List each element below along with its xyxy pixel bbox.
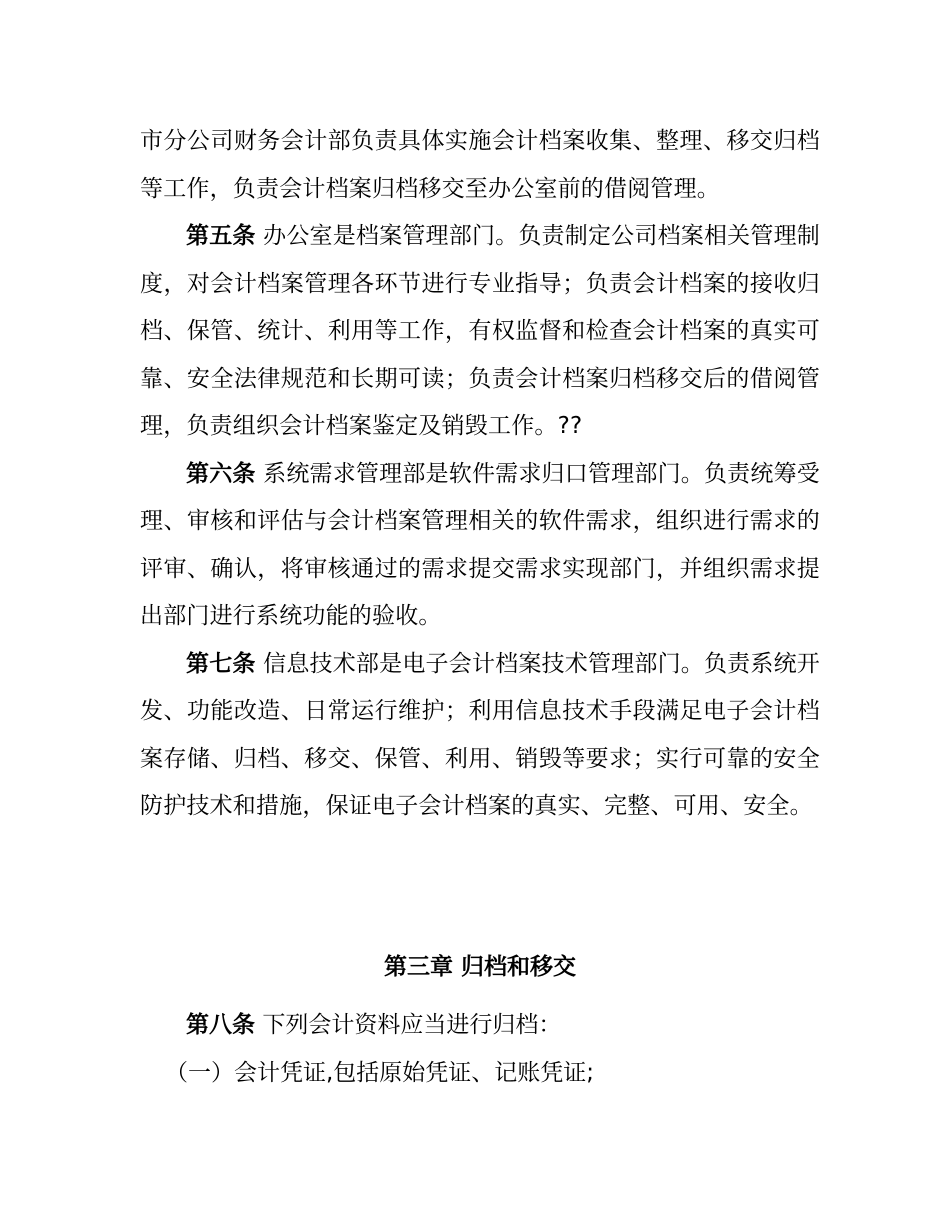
article-five [140,213,820,451]
article-text: 系统需求管理部是软件需求归口管理部门。负责统筹受理、审核和评估与会计档案管理相关的软件需求，组织进行需求的评审、确认，将审核通过的需求提交需求实现部门，并组织需求提出部门进行系统功能的验收。 [140,460,820,629]
article-label: 第六条 [186,460,256,487]
article-text: 办公室是档案管理部门。负责制定公司档案相关管理制度，对会计档案管理各环节进行专业指导；负责会计档案的接收归档、保管、统计、利用等工作，有权监督和检查会计档案的真实可靠、安全法律规范和长期可读；负责会计档案归档移交后的借阅管理，负责组织会计档案鉴定及销毁工作。?? [140,223,820,439]
document-body [140,118,820,831]
article-label: 第八条 [186,1012,255,1038]
article-label: 第五条 [186,223,256,249]
intro-paragraph: 市分公司财务会计部负责具体实施会计档案收集、整理、移交归档等工作，负责会计档案归档移交至办公室前的借阅管理。 [140,128,820,202]
article-eight [140,1002,820,1050]
list-item: （一）会计凭证,包括原始凭证、记账凭证; [165,1059,595,1086]
article-label: 第七条 [186,650,256,677]
article-six [140,451,820,641]
chapter-heading: 第三章 归档和移交 [383,954,576,980]
article-text: 信息技术部是电子会计档案技术管理部门。负责系统开发、功能改造、日常运行维护；利用信息技术手段满足电子会计档案存储、归档、移交、保管、利用、销毁等要求；实行可靠的安全防护技术和措施，保证电子会计档案的真实、完整、可用、安全。 [140,650,820,819]
chapter-body [140,1002,820,1097]
article-text: 下列会计资料应当进行归档： [262,1012,562,1038]
article-seven [140,641,820,831]
